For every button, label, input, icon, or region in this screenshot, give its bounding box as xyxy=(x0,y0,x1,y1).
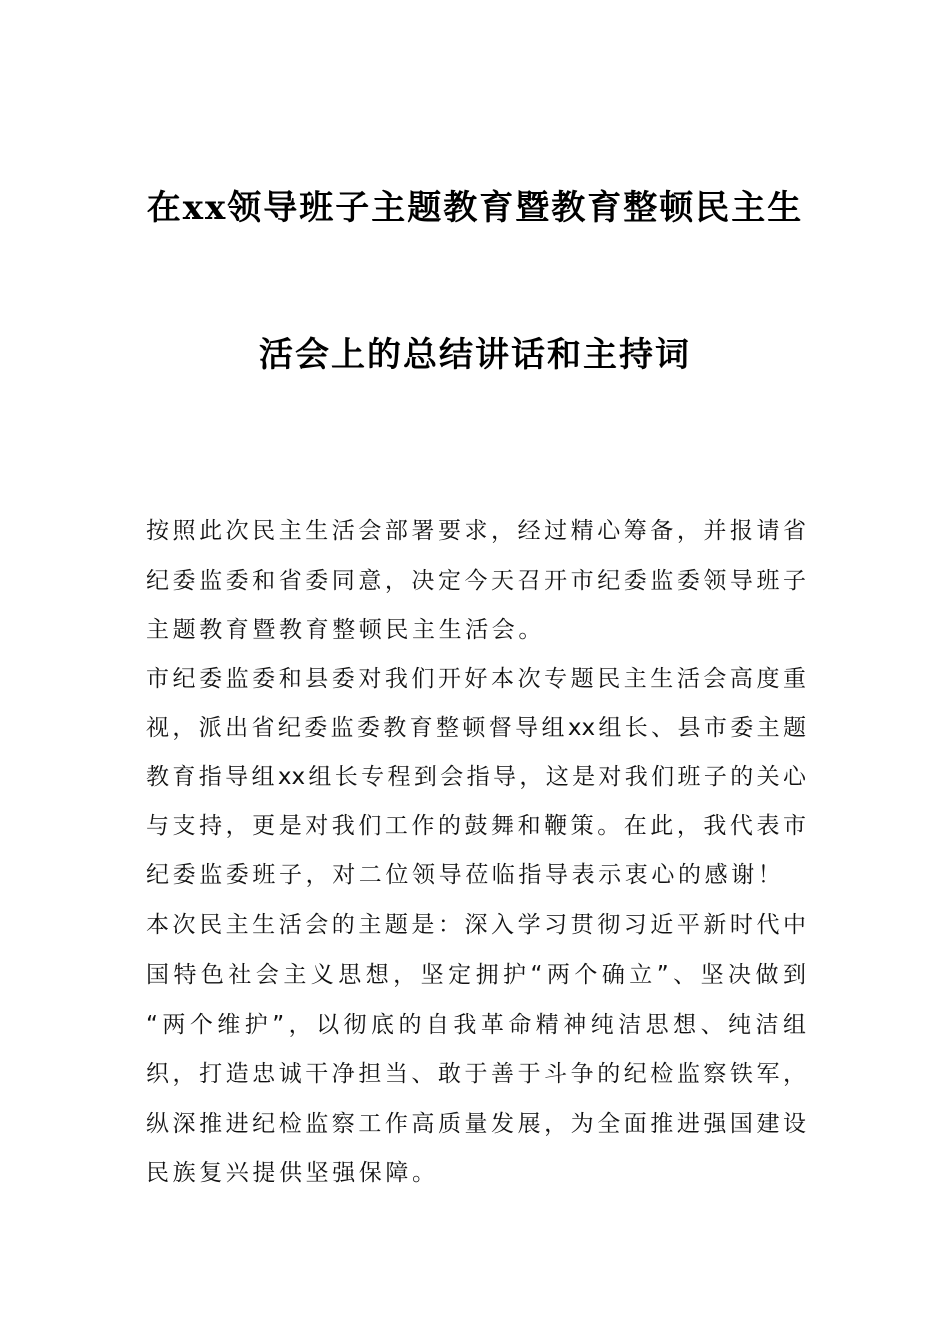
paragraph-1-line-2: 纪委监委和省委同意，决定今天召开市纪委监委领导班子 xyxy=(146,568,806,594)
paragraph-3-line-4: 织，打造忠诚干净担当、敢于善于斗争的纪检监察铁军， xyxy=(146,1061,806,1087)
paragraph-3-line-3: “两个维护”，以彻底的自我革命精神纯洁思想、纯洁组 xyxy=(146,1012,806,1038)
paragraph-2-line-5: 纪委监委班子，对二位领导莅临指导表示衷心的感谢！ xyxy=(146,862,785,888)
paragraph-2-line-4: 与支持，更是对我们工作的鼓舞和鞭策。在此，我代表市 xyxy=(146,813,806,839)
paragraph-3-line-1: 本次民主生活会的主题是：深入学习贯彻习近平新时代中 xyxy=(146,912,806,938)
paragraph-2-line-3: 教育指导组xx组长专程到会指导，这是对我们班子的关心 xyxy=(146,764,806,790)
paragraph-1-line-3: 主题教育暨教育整顿民主生活会。 xyxy=(146,617,545,643)
document-title-line-2: 活会上的总结讲话和主持词 xyxy=(259,335,691,375)
paragraph-3-line-6: 民族复兴提供坚强保障。 xyxy=(146,1160,439,1186)
paragraph-2-line-2: 视，派出省纪委监委教育整顿督导组xx组长、县市委主题 xyxy=(146,715,806,741)
paragraph-3-line-2: 国特色社会主义思想，坚定拥护“两个确立”、坚决做到 xyxy=(146,962,806,988)
paragraph-1-line-1: 按照此次民主生活会部署要求，经过精心筹备，并报请省 xyxy=(146,518,806,544)
document-title-line-1: 在xx领导班子主题教育暨教育整顿民主生 xyxy=(146,188,804,228)
paragraph-3-line-5: 纵深推进纪检监察工作高质量发展，为全面推进强国建设 xyxy=(146,1111,806,1137)
paragraph-2-line-1: 市纪委监委和县委对我们开好本次专题民主生活会高度重 xyxy=(146,666,806,692)
